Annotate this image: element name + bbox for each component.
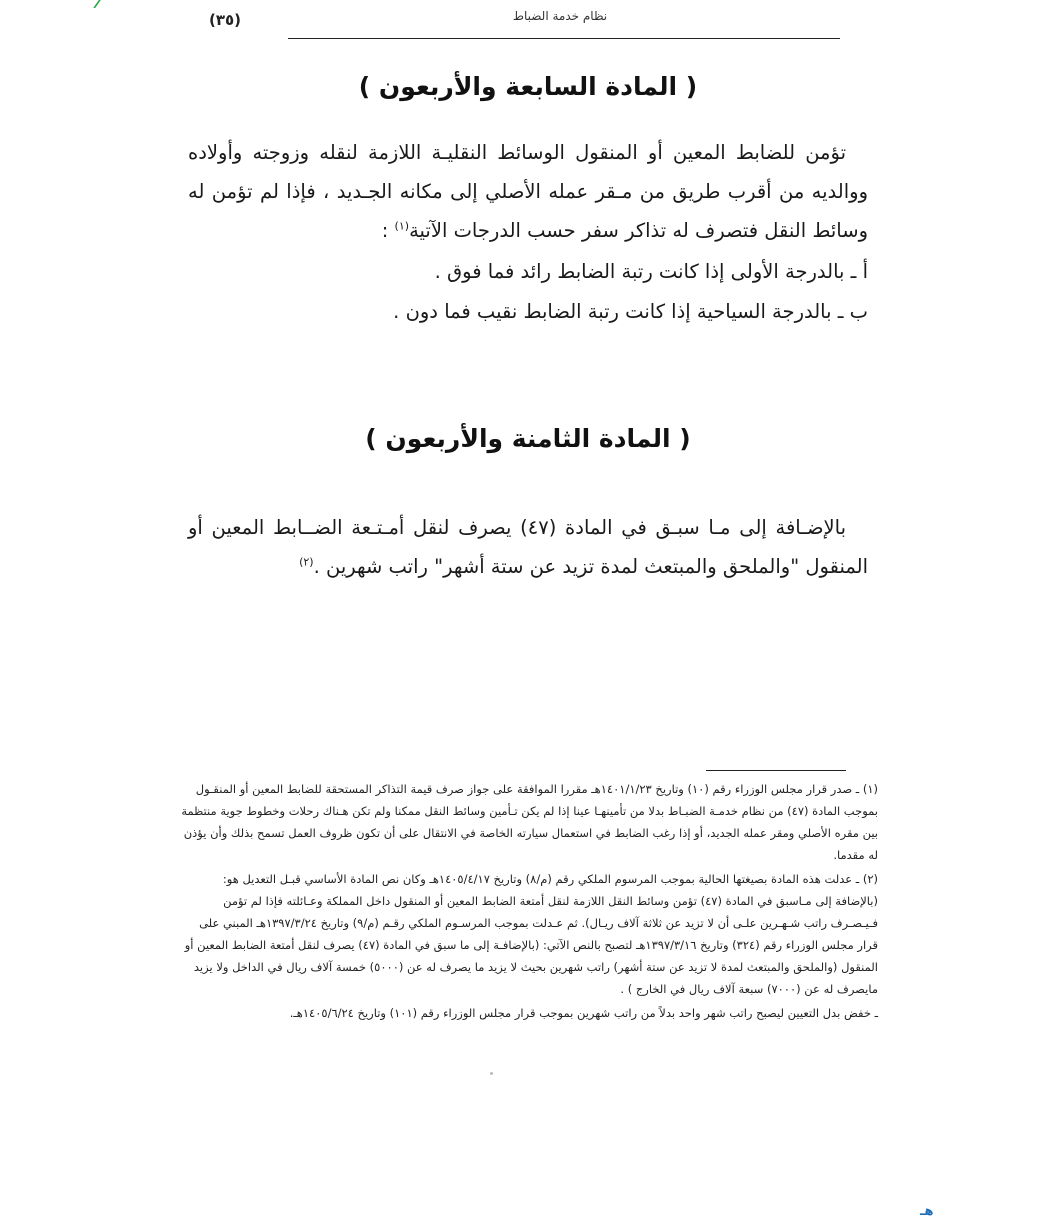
article-48-body [188,508,868,586]
article-47-text: تؤمن للضابط المعين أو المنقول الوسائط النقليـة اللازمة لنقله وزوجته وأولاده ووالديه من أقرب طريق من مـقر عمله الأصلي إلى مكانه الجـديد ، فإذا لم تؤمن له وسائط النقل فتصرف له تذاكر سفر حسب الدرجات الآتية [188,141,868,242]
header-divider [288,38,840,39]
page-number: (٣٥) [208,11,242,29]
footnote-ref-1[interactable]: (١) [394,219,410,233]
scan-speck [490,1072,493,1075]
running-header-title: نظام خدمة الضباط [512,9,608,23]
article-47-heading: ( المادة السابعة والأربعون ) [358,72,698,101]
article-47-text-end: : [381,219,395,242]
article-47-item-b: ب ـ بالدرجة السياحية إذا كانت رتبة الضابط نقيب فما دون . [393,300,868,323]
scan-corner-mark [93,0,115,8]
corner-stamp-mark: هـ [920,1204,934,1219]
footnote-ref-2[interactable]: (٢) [299,555,314,569]
footnote-3: ـ خفض بدل التعيين ليصبح راتب شهر واحد بدلاً من راتب شهرين بموجب قرار مجلس الوزراء رقم (١٠١) وتاريخ ١٤٠٥/٦/٢٤هـ. [289,1006,878,1020]
footnote-2: (٢) ـ عدلت هذه المادة بصيغتها الحالية بموجب المرسوم الملكي رقم (م/٨) وتاريخ ١٤٠٥/٤/١٧هـ وكان نص المادة الأساسي قبـل التعديل هو: (بالإضافة إلى مـاسبق في المادة (٤٧) تؤمن وسائط النقل اللازمة لنقل أمتعة الضابط المعين أو المنقول داخل المملكة وعـائلته فإذا لم تؤمن فـيـصـرف راتب شـهـرين علـى أن لا تزيد عن ثلاثة آلاف ريـال). ثم عـدلت بموجب المرسـوم الملكي رقـم (م/٩) وتاريخ ١٣٩٧/٣/٢٤هـ المبني على قرار مجلس الوزراء رقم (٣٢٤) وتاريخ ١٣٩٧/٣/١٦هـ لتصبح بالنص الآتي: (بالإضافـة إلى ما سبق في المادة (٤٧) يصرف لنقل أمتعة الضابط المعين أو المنقول (والملحق والمبتعث لمدة لا تزيد عن ستة أشهر) راتب شهرين بحيث لا يزيد ما يصرف له عن (٥٠٠٠) خمسة آلاف ريال في الداخل ولا يزيد مايصرف له عن (٧٠٠٠) سبعة آلاف ريال في الخارج ) . [184,872,878,996]
article-47-item-a: أ ـ بالدرجة الأولى إذا كانت رتبة الضابط رائد فما فوق . [434,260,868,283]
article-48-heading: ( المادة الثامنة والأربعون ) [365,424,691,453]
footnote-divider [706,770,846,771]
article-47-body [188,133,868,250]
footnote-1: (١) ـ صدر قرار مجلس الوزراء رقم (١٠) وتاريخ ١٤٠١/١/٢٣هـ مقررا الموافقة على جواز صرف قيمة التذاكر المستحقة للضابط المعين أو المنقـول بموجب المادة (٤٧) من نظام خدمـة الضبـاط بدلا من تأمينهـا عينا إذا لم يكن تـأمين وسائط النقل ممكنا ولم تكن هـناك رحلات وخطوط جوية منتظمة بين مقره الأصلي ومقر عمله الجديد، أو إذا رغب الضابط في استعمال سيارته الخاصة في الانتقال على أن تكون ظروف العمل تسمح بذلك وأن يؤذن له مقدما. [181,782,878,862]
footnotes-section [178,778,878,1026]
article-48-text: بالإضـافة إلى مـا سبـق في المادة (٤٧) يصرف لنقل أمـتـعة الضــابط المعين أو المنقول "والملحق والمبتعث لمدة تزيد عن ستة أشهر" راتب شهرين . [188,516,868,578]
